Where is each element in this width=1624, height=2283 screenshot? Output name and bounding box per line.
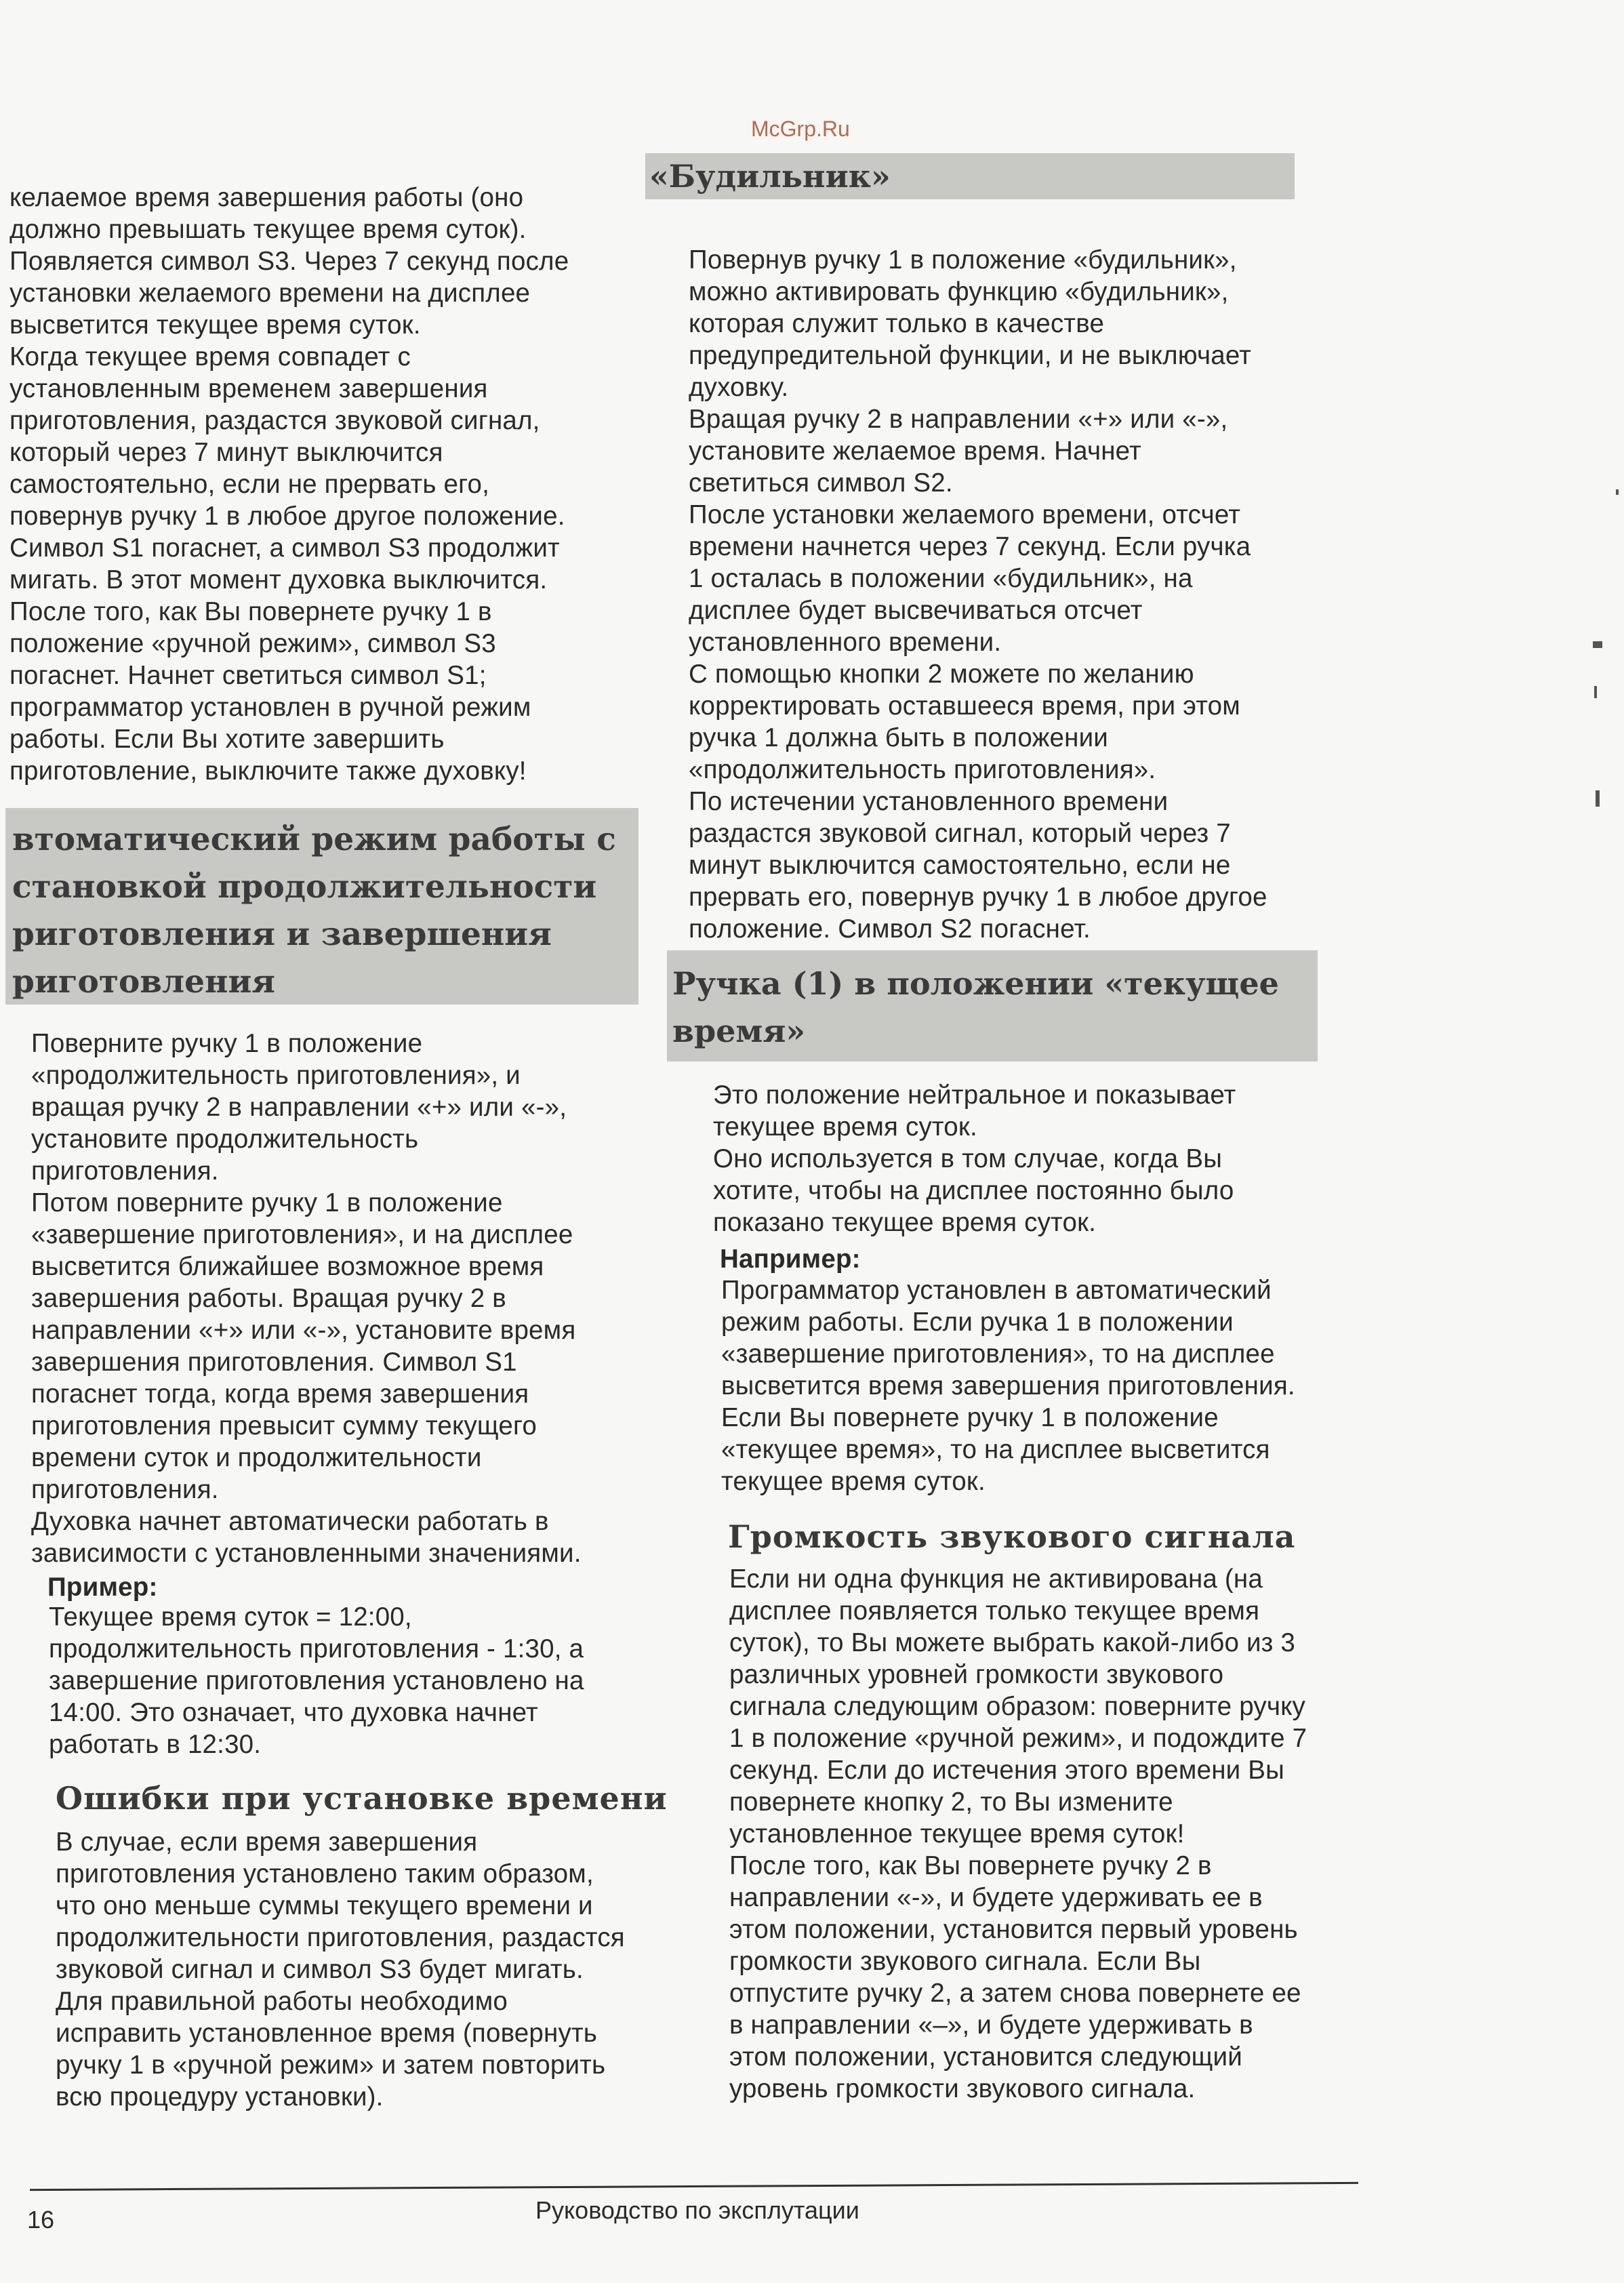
current-time-text: Это положение нейтральное и показывает текущее время суток. Оно используется в том случае, когда Вы хотите, чтобы на дисплее постоянно было показано текущее время суток. (713, 1080, 1236, 1237)
margin-mark (1594, 686, 1597, 698)
alarm-text: Повернув ручку 1 в положение «будильник», можно активировать функцию «будильник», которая служит только в качестве предупредительной функции, и не выключает духовку. Вращая ручку 2 в направлении «+» или «-», установите желаемое время. Начнет светиться символ S2. После установки желаемого времени, отсчет времени начнется через 7 секунд. Если ручка 1 осталась в положении «будильник», на дисплее будет высвечиваться отсчет установленного времени. С помощью кнопки 2 можете по желанию корректировать оставшееся время, при этом ручка 1 должна быть в положении «продолжительность приготовления». По истечении установленного времени раздастся звуковой сигнал, который через 7 минут выключится самостоятельно, если не прервать его, повернув ручку 1 в любое другое положение. Символ S2 погаснет. (689, 245, 1267, 944)
alarm-heading: «Будильник» (649, 158, 891, 195)
intro-paragraph: келаемое время завершения работы (оно должно превышать текущее время суток). Появляется символ S3. Через 7 секунд после установки желаемого времени на дисплее высветится текущее время суток. Когда текущее время совпадет с установленным временем завершения приготовления, раздастся звуковой сигнал, который через 7 минут выключится самостоятельно, если не прервать его, повернув ручку 1 в любое другое положение. Символ S1 погаснет, а символ S3 продолжит мигать. В этот момент духовка выключится. После того, как Вы повернете ручку 1 в положение «ручной режим», символ S3 погаснет. Начнет светиться символ S1; программатор установлен в ручной режим работы. Если Вы хотите завершить приготовление, выключите также духовку! (9, 183, 569, 786)
example-label: Пример: (47, 1573, 158, 1602)
footer-title: Руководство по эксплутации (535, 2196, 859, 2224)
margin-mark (1616, 489, 1619, 495)
errors-heading: Ошибки при установке времени (56, 1780, 668, 1817)
auto-mode-text: Поверните ручку 1 в положение «продолжительность приготовления», и вращая ручку 2 в направлении «+» или «-», установите продолжительность приготовления. Потом поверните ручку 1 в положение «завершение приготовления», и на дисплее высветится ближайшее возможное время завершения работы. Вращая ручку 2 в направлении «+» или «-», установите время завершения приготовления. Символ S1 погаснет тогда, когда время завершения приготовления превысит сумму текущего времени суток и продолжительности приготовления. Духовка начнет автоматически работать в зависимости с установленными значениями. (31, 1029, 582, 1568)
margin-mark (1596, 790, 1600, 807)
margin-mark (1593, 641, 1602, 648)
current-time-heading: Ручка (1) в положении «текущее время» (672, 965, 1279, 1049)
volume-text: Если ни одна функция не активирована (на дисплее появляется только текущее время суток), то Вы можете выбрать какой-либо из 3 различных уровней громкости звукового сигнала следующим образом: поверните ручку 1 в положение «ручной режим», и подождите 7 секунд. Если до истечения этого времени Вы повернете кнопку 2, то Вы измените установленное текущее время суток! После того, как Вы повернете ручку 2 в направлении «-», и будете удерживать ее в этом положении, установится первый уровень громкости звукового сигнала. Если Вы отпустите ручку 2, а затем снова повернете ее в направлении «–», и будете удерживать в этом положении, установится следующий уровень громкости звукового сигнала. (729, 1564, 1307, 2103)
example-text: Текущее время суток = 12:00, продолжительность приготовления - 1:30, а завершение приготовления установлено на 14:00. Это означает, что духовка начнет работать в 12:30. (49, 1602, 584, 1759)
current-time-banner (667, 950, 1318, 1062)
footer-rule (30, 2182, 1358, 2191)
errors-text: В случае, если время завершения приготовления установлено таким образом, что оно меньше суммы текущего времени и продолжительности приготовления, раздастся звуковой сигнал и символ S3 будет мигать. Для правильной работы необходимо исправить установленное время (повернуть ручку 1 в «ручной режим» и затем повторить всю процедуру установки). (56, 1827, 625, 2112)
alarm-banner (645, 153, 1295, 199)
volume-heading: Громкость звукового сигнала (728, 1518, 1296, 1555)
current-time-example-label: Например: (720, 1245, 861, 1274)
current-time-example-text: Программатор установлен в автоматический режим работы. Если ручка 1 в положении «завершение приготовления», то на дисплее высветится время завершения приготовления. Если Вы повернете ручку 1 в положение «текущее время», то на дисплее высветится текущее время суток. (721, 1276, 1295, 1496)
auto-mode-banner (5, 808, 638, 1005)
auto-mode-heading: втоматический режим работы с становкой продолжительности риготовления и завершения риготовления (12, 821, 616, 1001)
page-number: 16 (27, 2206, 55, 2234)
watermark: McGrp.Ru (751, 117, 850, 141)
